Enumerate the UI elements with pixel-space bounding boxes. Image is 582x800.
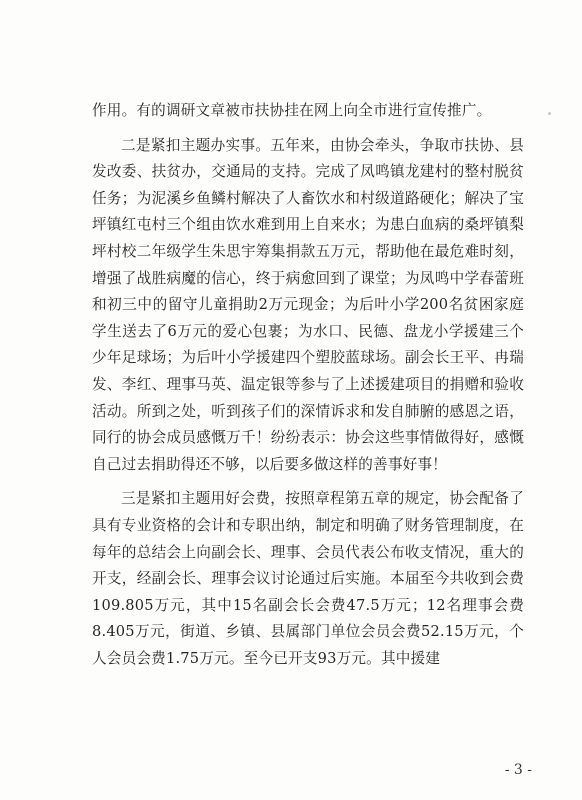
scan-speck (548, 112, 551, 115)
document-body (92, 98, 524, 672)
paragraph-point-three: 三是紧扣主题用好会费，按照章程第五章的规定，协会配备了具有专业资格的会计和专职出纳，制定和明确了财务管理制度，在每年的总结会上向副会长、理事、会员代表公布收支情况，重大的开支，经副会长、理事会议讨论通过后实施。本届至今共收到会费109.805万元，其中15名副会长会费47.5万元；12名理事会费8.405万元，街道、乡镇、县属部门单位会员会费52.15万元，个人会员会费1.75万元。至今已开支93万元。其中援建 (92, 490, 524, 667)
paragraph-continuation: 作用。有的调研文章被市扶协挂在网上向全市进行宣传推广。 (92, 102, 492, 119)
paragraph-gap (92, 478, 524, 486)
page-number: - 3 - (504, 762, 532, 778)
paragraph-point-two: 二是紧扣主题办实事。五年来，由协会牵头，争取市扶协、县发改委、扶贫办，交通局的支持。完成了凤鸣镇龙建村的整村脱贫任务；为泥溪乡鱼鳞村解决了人畜饮水和村级道路硬化；解决了宝坪镇红屯村三个组由饮水难到用上自来水；为患白血病的桑坪镇梨坪村校二年级学生朱思宇筹集捐款五万元，帮助他在最危难时刻，增强了战胜病魔的信心，终于病愈回到了课堂；为凤鸣中学春蕾班和初三中的留守儿童捐助2万元现金；为后叶小学200名贫困家庭学生送去了6万元的爱心包裹；为水口、民德、盘龙小学援建三个少年足球场；为后叶小学援建四个塑胶蓝球场。副会长王平、冉瑞发、李红、理事马英、温定银等参与了上述援建项目的捐赠和验收活动。所到之处，听到孩子们的深情诉求和发自肺腑的感恩之语，同行的协会成员感慨万千！纷纷表示：协会这些事情做得好，感慨自己过去捐助得还不够，以后要多做这样的善事好事！ (92, 136, 524, 473)
paragraph-gap (92, 125, 524, 133)
